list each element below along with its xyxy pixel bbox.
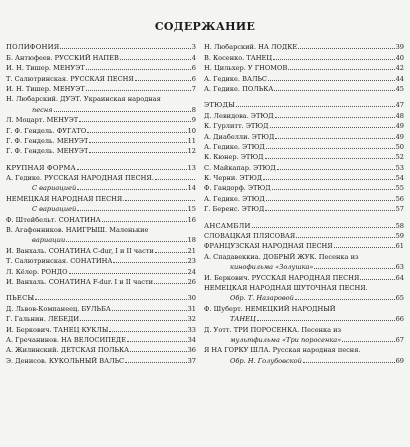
toc-entry <box>6 334 196 344</box>
toc-section-heading <box>204 99 404 109</box>
toc-page-number: 4 <box>191 53 196 62</box>
toc-entry-title: А. Гречанинов. НА ВЕЛОСИПЕДЕ <box>6 335 126 344</box>
toc-entry-title: А. Гедике. ПОЛЬКА <box>204 84 274 93</box>
toc-entry-title: Т. Салютринская. СОНАТИНА <box>6 257 113 266</box>
dot-leader <box>112 310 187 311</box>
toc-entry <box>204 41 404 51</box>
toc-entry <box>6 192 196 202</box>
toc-page-number: 31 <box>187 304 196 313</box>
toc-page-number: 33 <box>187 325 196 334</box>
dot-leader <box>274 90 394 91</box>
toc-entry-title: А. Гедике. ЭТЮД <box>204 194 265 203</box>
dot-leader <box>127 341 187 342</box>
toc-page-number: 53 <box>395 163 404 172</box>
toc-page-number: 59 <box>395 232 404 241</box>
toc-entry <box>6 172 196 182</box>
toc-page-number: 42 <box>395 64 404 73</box>
toc-entry-title: Ф. Гандорф. ЭТЮД <box>204 184 271 193</box>
toc-entry <box>6 103 196 113</box>
toc-entry-title: Обр. Т. Назаровой <box>230 294 294 303</box>
toc-section-heading <box>6 292 196 302</box>
toc-entry <box>204 51 404 61</box>
toc-entry-title: С вариацией <box>32 205 77 214</box>
dot-leader <box>295 299 395 300</box>
toc-page-number: 13 <box>187 163 196 172</box>
toc-entry <box>6 344 196 354</box>
toc-entry-title: А. Диабелли. ЭТЮД <box>204 132 275 141</box>
dot-leader <box>236 106 395 107</box>
dot-leader <box>265 158 395 159</box>
toc-entry-title: К. Гурлитт. ЭТЮД <box>204 122 269 131</box>
toc-entry <box>6 213 196 223</box>
toc-entry <box>204 161 404 171</box>
toc-entry <box>6 234 196 244</box>
toc-entry-title: Г. Ф. Гендель. МЕНУЭТ <box>6 136 89 145</box>
dot-leader <box>155 179 195 180</box>
toc-entry-title: В. Агафонников. НАИГРЫШ. Маленькие <box>6 226 149 235</box>
dot-leader <box>109 331 186 332</box>
toc-entry <box>6 93 196 103</box>
toc-page-number: 52 <box>395 153 404 162</box>
toc-entry <box>204 313 404 323</box>
toc-page-number: 47 <box>395 101 404 110</box>
toc-page-number: 55 <box>395 184 404 193</box>
toc-entry <box>6 124 196 134</box>
dot-leader <box>87 132 186 133</box>
toc-page-number: 11 <box>187 136 196 145</box>
dot-leader <box>125 362 187 363</box>
toc-entry <box>204 72 404 82</box>
toc-entry-title: Д. Львов-Компанеец. БУЛЬБА <box>6 304 111 313</box>
toc-entry <box>6 323 196 333</box>
toc-page-number: 24 <box>187 267 196 276</box>
dot-leader <box>89 142 186 143</box>
dot-leader <box>80 320 187 321</box>
toc-page-number: 18 <box>187 236 196 245</box>
toc-entry-title: И. Ванхаль. СОНАТИНА C-dur, I и II части <box>6 246 154 255</box>
toc-entry-title: Э. Денисов. КУКОЛЬНЫЙ ВАЛЬС <box>6 356 125 365</box>
toc-page-number: 26 <box>187 277 196 286</box>
toc-page-number: 63 <box>395 263 404 272</box>
dot-leader <box>273 59 395 60</box>
toc-page-number: 3 <box>191 43 196 52</box>
toc-entry <box>204 62 404 72</box>
dot-leader <box>288 69 394 70</box>
toc-page-number: 66 <box>395 315 404 324</box>
toc-page-number: 69 <box>395 356 404 365</box>
toc-entry <box>204 203 404 213</box>
toc-page-number: 50 <box>395 142 404 151</box>
toc-page-number: 21 <box>187 246 196 255</box>
toc-entry-title: Д. Левидова. ЭТЮД <box>204 111 274 120</box>
toc-entry <box>6 83 196 93</box>
toc-entry-title: Ф. Штейбельт. СОНАТИНА <box>6 215 101 224</box>
toc-entry <box>204 192 404 202</box>
toc-column-right <box>204 41 404 365</box>
dot-leader <box>298 48 394 49</box>
toc-entry-title: СЛОВАЦКАЯ ПЛЯСОВАЯ <box>204 232 296 241</box>
dot-leader <box>130 351 187 352</box>
dot-leader <box>69 273 187 274</box>
dot-leader <box>89 152 186 153</box>
dot-leader <box>77 210 186 211</box>
toc-entry <box>204 130 404 140</box>
toc-entry <box>6 135 196 145</box>
toc-section-heading <box>6 161 196 171</box>
dot-leader <box>154 283 187 284</box>
toc-page-number: 10 <box>187 126 196 135</box>
toc-entry <box>204 172 404 182</box>
toc-page-number: 8 <box>191 105 196 114</box>
toc-page-number: 67 <box>395 335 404 344</box>
toc-entry-title: НЕМЕЦКАЯ НАРОДНАЯ ПЕСНЯ. <box>6 194 125 203</box>
toc-page-number: 39 <box>395 43 404 52</box>
toc-page-number: 34 <box>187 335 196 344</box>
toc-entry-title: песня <box>32 105 53 114</box>
toc-page-number: 12 <box>187 147 196 156</box>
toc-page-number: 61 <box>395 242 404 251</box>
dot-leader <box>277 169 395 170</box>
toc-entry <box>6 276 196 286</box>
toc-page-number: 65 <box>395 294 404 303</box>
toc-entry-title: кинофильма «Золушка» <box>230 263 314 272</box>
toc-entry-title: вариации <box>32 236 66 245</box>
toc-entry <box>204 120 404 130</box>
toc-entry <box>6 224 196 234</box>
toc-entry <box>204 250 404 260</box>
toc-page-number: 14 <box>187 184 196 193</box>
toc-entry-title: мультфильма «Три поросенка» <box>230 335 342 344</box>
dot-leader <box>77 189 186 190</box>
toc-entry <box>204 282 404 292</box>
toc-entry <box>204 323 404 333</box>
toc-entry-title: К. Кюнер. ЭТЮД <box>204 153 264 162</box>
toc-entry-title: Т. Салютринская. РУССКАЯ ПЕСНЯ <box>6 74 134 83</box>
dot-leader <box>86 90 191 91</box>
toc-entry-title: И. Беркович. ТАНЕЦ КУКЛЫ <box>6 325 109 334</box>
dot-leader <box>252 227 395 228</box>
dot-leader <box>263 179 394 180</box>
dot-leader <box>125 200 195 201</box>
dot-leader <box>120 59 191 60</box>
toc-entry-title: С. Майкапар. ЭТЮД <box>204 163 276 172</box>
toc-page-number: 49 <box>395 132 404 141</box>
toc-entry-title: ПЬЕСЫ <box>6 294 35 303</box>
dot-leader <box>135 80 191 81</box>
dot-leader <box>342 341 394 342</box>
toc-entry <box>204 344 404 354</box>
dot-leader <box>66 241 186 242</box>
toc-entry <box>204 292 404 302</box>
toc-entry-title: А. Гедике. ВАЛЬС <box>204 74 267 83</box>
toc-entry <box>6 51 196 61</box>
dot-leader <box>265 210 394 211</box>
toc-entry <box>6 145 196 155</box>
toc-entry <box>204 109 404 119</box>
toc-entry-title: А. Спадавеккиа. ДОБРЫЙ ЖУК. Песенка из <box>204 252 359 261</box>
toc-entry-title: Г. Беренс. ЭТЮД <box>204 205 265 214</box>
dot-leader <box>35 299 186 300</box>
toc-page-number: 16 <box>187 215 196 224</box>
dot-leader <box>266 200 395 201</box>
toc-entry <box>6 265 196 275</box>
toc-entry <box>6 182 196 192</box>
toc-entry-title: ЭТЮДЫ <box>204 101 236 110</box>
toc-entry-title: ПОЛИФОНИЯ <box>6 43 60 52</box>
dot-leader <box>77 169 187 170</box>
toc-entry <box>204 354 404 364</box>
toc-entry-title: Г. Гальнин. ЛЕБЕДИ <box>6 315 80 324</box>
toc-entry-title: Н. Любарский. НА ЛОДКЕ <box>204 43 298 52</box>
toc-entry-title: А. Гедике. ЭТЮД <box>204 142 265 151</box>
toc-entry-title: НЕМЕЦКАЯ НАРОДНАЯ ШУТОЧНАЯ ПЕСНЯ. <box>204 283 368 292</box>
toc-page-number: 6 <box>191 74 196 83</box>
dot-leader <box>155 252 187 253</box>
toc-page-number: 57 <box>395 205 404 214</box>
toc-entry-title: А. Гедике. РУССКАЯ НАРОДНАЯ ПЕСНЯ. <box>6 174 154 183</box>
dot-leader <box>113 262 186 263</box>
toc-entry <box>204 151 404 161</box>
toc-page-number: 48 <box>395 111 404 120</box>
toc-entry-title: И. Н. Тишер. МЕНУЭТ <box>6 64 85 73</box>
dot-leader <box>275 138 394 139</box>
toc-entry <box>6 313 196 323</box>
toc-entry-title: В. Косенко. ТАНЕЦ <box>204 53 273 62</box>
toc-entry-title: КРУПНАЯ ФОРМА <box>6 163 76 172</box>
toc-page-number: 58 <box>395 221 404 230</box>
toc-section-heading <box>6 41 196 51</box>
dot-leader <box>102 221 187 222</box>
toc-entry <box>204 230 404 240</box>
dot-leader <box>79 121 191 122</box>
toc-section-heading <box>204 219 404 229</box>
toc-entry <box>204 240 404 250</box>
dot-leader <box>257 320 395 321</box>
dot-leader <box>60 48 190 49</box>
dot-leader <box>360 279 394 280</box>
dot-leader <box>334 247 395 248</box>
toc-entry <box>204 271 404 281</box>
toc-entry-title: Л. Моцарт. МЕНУЭТ <box>6 116 79 125</box>
dot-leader <box>296 237 394 238</box>
dot-leader <box>303 362 395 363</box>
toc-page-number: 40 <box>395 53 404 62</box>
toc-page-number: 49 <box>395 122 404 131</box>
toc-entry-title: К. Черни. ЭТЮД <box>204 174 263 183</box>
toc-entry <box>204 334 404 344</box>
toc-page-number: 54 <box>395 174 404 183</box>
toc-entry <box>6 354 196 364</box>
toc-entry-title: ТАНЕЦ <box>230 315 256 324</box>
page-title: СОДЕРЖАНИЕ <box>154 20 256 33</box>
dot-leader <box>270 127 395 128</box>
toc-page-number: 56 <box>395 194 404 203</box>
toc-page-number: 44 <box>395 74 404 83</box>
toc-entry-title: Г. Ф. Гендель. МЕНУЭТ <box>6 147 89 156</box>
toc-entry-title: Л. Кёлер. РОНДО <box>6 267 68 276</box>
toc-entry <box>6 255 196 265</box>
toc-entry-title: Ф. Шуберт. НЕМЕЦКИЙ НАРОДНЫЙ <box>204 304 336 313</box>
toc-entry <box>204 302 404 312</box>
toc-entry-title: Обр. Н. Голубовской <box>230 356 302 365</box>
toc-page-number: 45 <box>395 84 404 93</box>
toc-entry-title: Я НА ГОРКУ ШЛА. Русская народная песня. <box>204 346 361 355</box>
dot-leader <box>272 189 395 190</box>
toc-column-left <box>6 41 196 365</box>
toc-page-number: 64 <box>395 273 404 282</box>
dot-leader <box>86 69 191 70</box>
toc-entry-title: АНСАМБЛИ <box>204 221 251 230</box>
dot-leader <box>268 80 395 81</box>
toc-page-number: 37 <box>187 356 196 365</box>
toc-entry-title: Д. Уотт. ТРИ ПОРОСЕНКА. Песенка из <box>204 325 342 334</box>
toc-entry-title: Н. Любарский. ДУЭТ. Украинская народная <box>6 95 161 104</box>
dot-leader <box>54 111 191 112</box>
toc-page-number: 23 <box>187 257 196 266</box>
dot-leader <box>275 117 395 118</box>
toc-entry <box>6 62 196 72</box>
toc-page-number: 36 <box>187 346 196 355</box>
toc-entry-title: И. Беркович. РУССКАЯ НАРОДНАЯ ПЕСНЯ <box>204 273 360 282</box>
toc-entry-title: Г. Ф. Гендель. ФУГАТО <box>6 126 87 135</box>
toc-page-number: 32 <box>187 315 196 324</box>
toc-entry-title: ФРАНЦУЗСКАЯ НАРОДНАЯ ПЕСНЯ <box>204 242 333 251</box>
dot-leader <box>266 148 395 149</box>
toc-page-number: 6 <box>191 64 196 73</box>
toc-entry <box>6 203 196 213</box>
toc-entry <box>204 182 404 192</box>
toc-entry <box>6 114 196 124</box>
toc-entry <box>6 244 196 254</box>
toc-page-number: 30 <box>187 294 196 303</box>
toc-entry-title: И. Ванхаль. СОНАТИНА F-dur. I и II части <box>6 277 154 286</box>
toc-entry <box>204 261 404 271</box>
toc-entry-title: А. Жилинский. ДЕТСКАЯ ПОЛЬКА <box>6 346 130 355</box>
toc-entry <box>6 72 196 82</box>
toc-entry-title: Б. Антюфеев. РУССКИЙ НАПЕВ <box>6 53 119 62</box>
dot-leader <box>314 268 394 269</box>
toc-entry <box>204 83 404 93</box>
toc-page-number: 9 <box>191 116 196 125</box>
toc-entry-title: С вариацией <box>32 184 77 193</box>
toc-entry-title: Н. Цильхер. У ГНОМОВ <box>204 64 288 73</box>
toc-page-number: 7 <box>191 84 196 93</box>
toc-entry <box>204 141 404 151</box>
toc-entry-title: И. Н. Тишер. МЕНУЭТ <box>6 84 85 93</box>
toc-entry <box>6 302 196 312</box>
toc-page-number: 15 <box>187 205 196 214</box>
